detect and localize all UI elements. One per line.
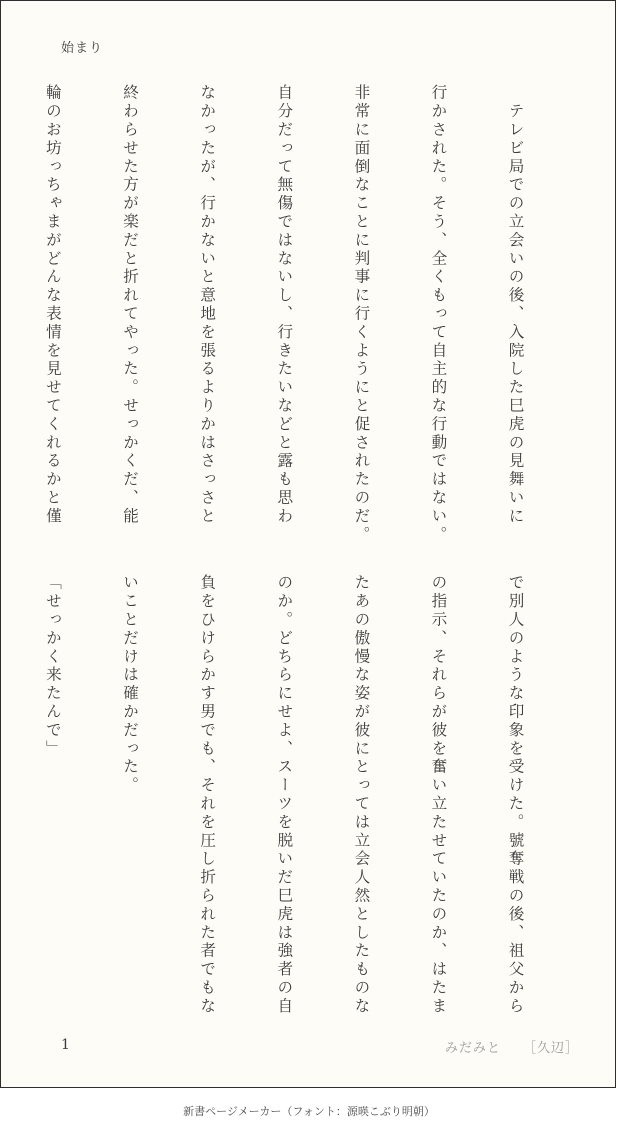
text-line: 非常に面倒なことに判事に行くようにと促されたのだ。	[352, 84, 371, 544]
text-line: のか。どちらにせよ、スーツを脱いだ巳虎は強者の自	[275, 574, 294, 1016]
author-name: みだみと	[444, 1041, 501, 1056]
text-line: で別人のような印象を受けた。號奪戦の後、祖父から	[506, 574, 525, 1016]
text-line: 終わらせた方が楽だと折れてやった。せっかくだ、能	[121, 84, 140, 526]
text-line: の指示、それらが彼を奮い立たせていたのか、はたま	[429, 574, 448, 1016]
author-group: ［久辺］	[522, 1041, 579, 1056]
text-line: たあの傲慢な姿が彼にとっては立会人然としたものな	[352, 574, 371, 1016]
text-line: なかったが、行かないと意地を張るよりかはさっさと	[198, 84, 217, 526]
text-line: いことだけは確かだった。	[121, 574, 140, 795]
text-line: 「せっかく来たんで」	[43, 574, 62, 758]
text-line: 輪のお坊っちゃまがどんな表情を見せてくれるかと僅	[43, 84, 62, 526]
lower-text-block	[19, 574, 579, 1034]
chapter-title: 始まり	[61, 41, 104, 56]
generator-credit: 新書ページメーカー（フォント：源暎こぶり明朝）	[183, 1105, 435, 1118]
text-line: 自分だって無傷ではないし、行きたいなどと露も思わ	[275, 84, 294, 526]
text-line: 行かされた。そう、全くもって自主的な行動ではない。	[429, 84, 448, 544]
author-credit	[445, 1037, 579, 1056]
upper-text-block	[19, 84, 579, 544]
text-line: テレビ局での立会いの後、入院した巳虎の見舞いに	[506, 84, 525, 526]
text-line: 負をひけらかす男でも、それを圧し折られた者でもな	[198, 574, 217, 1016]
page-number: 1	[61, 1037, 70, 1053]
